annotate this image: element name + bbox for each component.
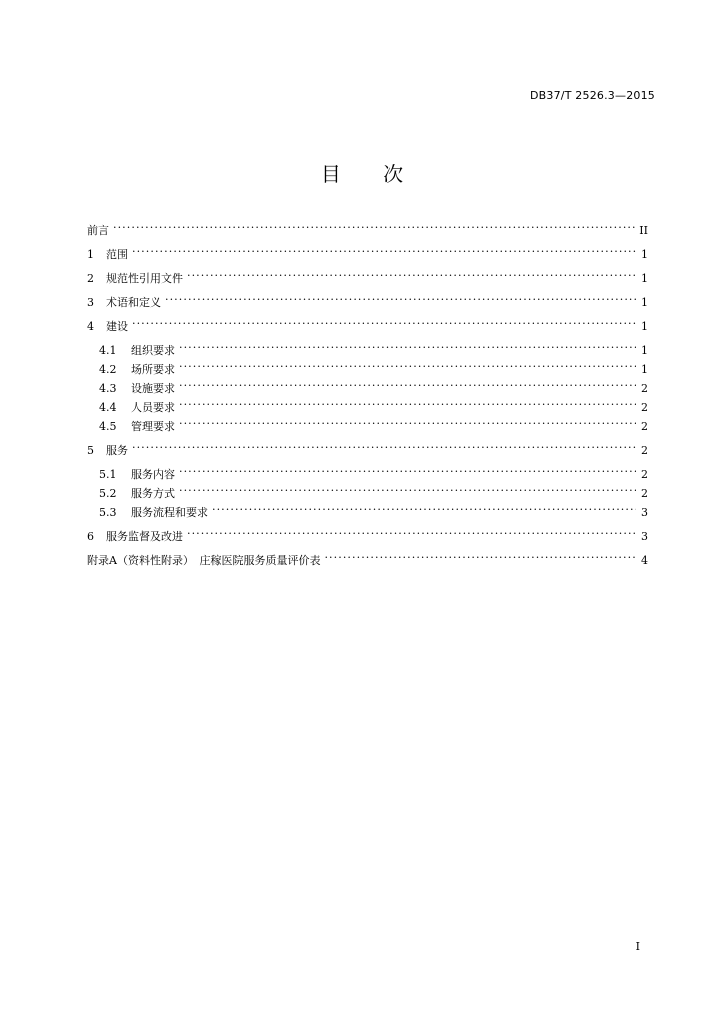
toc-entry[interactable]: [87, 522, 648, 543]
toc-entry-number: 4.5: [99, 420, 117, 433]
toc-entry[interactable]: [99, 479, 648, 500]
toc-entry-label: 规范性引用文件: [106, 272, 183, 285]
toc-entry-page: 1: [641, 344, 648, 357]
toc-entry-page: 1: [641, 296, 648, 309]
toc-entry-number: 2: [87, 272, 94, 285]
toc-entry[interactable]: [87, 546, 648, 567]
toc-entry-label: 前言: [87, 224, 109, 237]
toc-leader-dots: [179, 336, 636, 354]
toc-entry-number: 5.2: [99, 487, 117, 500]
toc-entry-number: 5.3: [99, 506, 117, 519]
toc-entry-page: 4: [641, 554, 648, 567]
toc-entry-number: 6: [87, 530, 94, 543]
toc-entry-label: 人员要求: [131, 401, 175, 414]
toc-entry-page: 2: [641, 382, 648, 395]
toc-entry[interactable]: [87, 216, 648, 237]
toc-entry[interactable]: [87, 436, 648, 457]
toc-entry-number: 4.4: [99, 401, 117, 414]
toc-entry[interactable]: [99, 336, 648, 357]
toc-entry-page: 1: [641, 320, 648, 333]
toc-entry[interactable]: [99, 412, 648, 433]
toc-entry[interactable]: [87, 288, 648, 309]
toc-leader-dots: [165, 288, 636, 306]
toc-entry[interactable]: [99, 460, 648, 481]
toc-entry[interactable]: [87, 240, 648, 261]
toc-entry[interactable]: [87, 312, 648, 333]
toc-entry-page: 1: [641, 248, 648, 261]
toc-entry-number: 4.2: [99, 363, 117, 376]
toc-entry-page: 3: [641, 506, 648, 519]
toc-entry-page: 1: [641, 363, 648, 376]
toc-leader-dots: [187, 264, 636, 282]
toc-entry-page: 3: [641, 530, 648, 543]
toc-entry-label: 建设: [106, 320, 128, 333]
toc-entry-number: 3: [87, 296, 94, 309]
toc-entry-label: 术语和定义: [106, 296, 161, 309]
toc-entry-page: II: [639, 224, 648, 237]
toc-leader-dots: [179, 460, 636, 478]
toc-leader-dots: [187, 522, 636, 540]
page-number: I: [635, 940, 640, 953]
toc-leader-dots: [324, 546, 636, 564]
toc-entry-page: 1: [641, 272, 648, 285]
toc-leader-dots: [179, 374, 636, 392]
toc-entry[interactable]: [99, 393, 648, 414]
toc-entry-page: 2: [641, 444, 648, 457]
toc-entry[interactable]: [99, 355, 648, 376]
toc-entry-number: 1: [87, 248, 94, 261]
toc-entry-page: 2: [641, 487, 648, 500]
toc-entry-number: 4.3: [99, 382, 117, 395]
toc-entry-number: 5.1: [99, 468, 117, 481]
toc-entry[interactable]: [87, 264, 648, 285]
toc-leader-dots: [179, 355, 636, 373]
toc-entry-label: 场所要求: [131, 363, 175, 376]
toc-entry-label: 服务: [106, 444, 128, 457]
toc-leader-dots: [179, 412, 636, 430]
toc-entry-label: 附录A（资料性附录） 庄稼医院服务质量评价表: [87, 554, 321, 567]
toc-leader-dots: [179, 393, 636, 411]
toc-leader-dots: [132, 436, 636, 454]
toc-entry-label: 服务方式: [131, 487, 175, 500]
toc-entry-label: 组织要求: [131, 344, 175, 357]
toc-entry-number: 4: [87, 320, 94, 333]
toc-leader-dots: [212, 498, 636, 516]
toc-entry-label: 设施要求: [131, 382, 175, 395]
toc-entry-page: 2: [641, 420, 648, 433]
toc-entry-page: 2: [641, 401, 648, 414]
toc-entry-label: 范围: [106, 248, 128, 261]
toc-entry-label: 服务监督及改进: [106, 530, 183, 543]
toc-leader-dots: [113, 216, 635, 234]
page-title: 目 次: [320, 162, 422, 186]
toc-entry-label: 管理要求: [131, 420, 175, 433]
toc-entry-number: 4.1: [99, 344, 117, 357]
toc-entry[interactable]: [99, 374, 648, 395]
toc-leader-dots: [179, 479, 636, 497]
toc-leader-dots: [132, 240, 636, 258]
toc-entry-label: 服务内容: [131, 468, 175, 481]
toc-entry-label: 服务流程和要求: [131, 506, 208, 519]
toc-entry[interactable]: [99, 498, 648, 519]
toc-entry-page: 2: [641, 468, 648, 481]
toc-entry-number: 5: [87, 444, 94, 457]
toc-leader-dots: [132, 312, 636, 330]
standard-code: DB37/T 2526.3—2015: [529, 89, 655, 102]
